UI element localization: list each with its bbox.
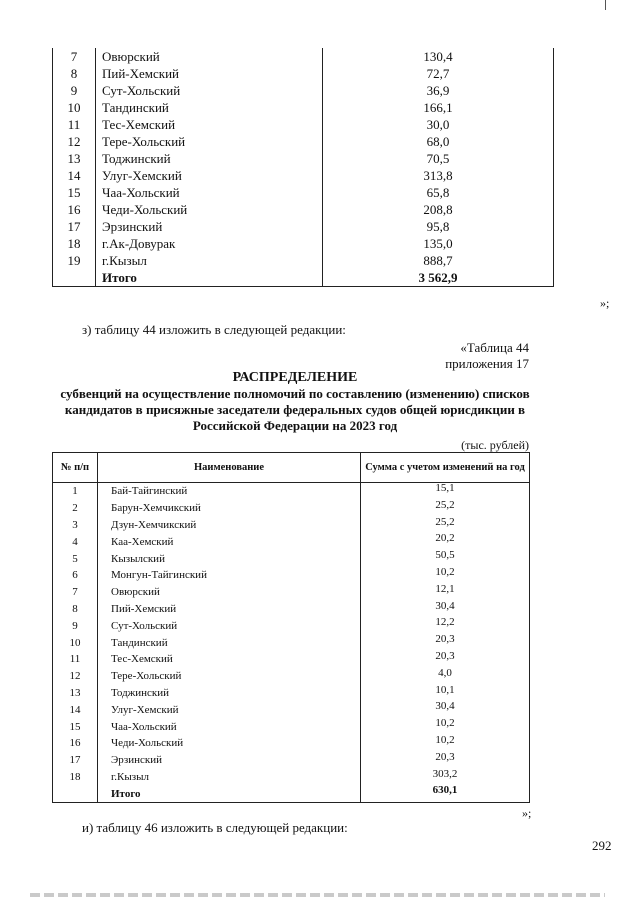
row-value: 95,8 xyxy=(323,218,554,235)
table-row xyxy=(53,252,554,269)
row-value: 10,2 xyxy=(361,718,530,735)
row-name: Чеди-Хольский xyxy=(98,735,361,752)
row-number: 3 xyxy=(53,517,98,534)
row-name: Улуг-Хемский xyxy=(98,701,361,718)
row-name: Кызылский xyxy=(98,550,361,567)
table-row xyxy=(53,500,530,517)
row-value: 15,1 xyxy=(361,483,530,500)
row-number: 12 xyxy=(53,133,96,150)
table-row xyxy=(53,167,554,184)
row-value: 65,8 xyxy=(323,184,554,201)
table-row xyxy=(53,116,554,133)
row-number: 11 xyxy=(53,116,96,133)
table-row xyxy=(53,718,530,735)
table-row xyxy=(53,567,530,584)
subtitle-line: Российской Федерации на 2023 год xyxy=(192,418,398,433)
row-name: Эрзинский xyxy=(96,218,323,235)
row-value: 888,7 xyxy=(323,252,554,269)
row-name: Тере-Хольский xyxy=(98,668,361,685)
distribution-subtitle xyxy=(40,386,550,434)
column-header-name: Наименование xyxy=(98,453,361,483)
row-value: 313,8 xyxy=(323,167,554,184)
row-number: 17 xyxy=(53,218,96,235)
total-number-cell xyxy=(53,785,98,802)
column-header-number: № п/п xyxy=(53,453,98,483)
row-number: 7 xyxy=(53,48,96,65)
table-row xyxy=(53,685,530,702)
row-value: 20,3 xyxy=(361,634,530,651)
row-value: 20,3 xyxy=(361,752,530,769)
row-number: 9 xyxy=(53,82,96,99)
row-value: 130,4 xyxy=(323,48,554,65)
closing-quote: »; xyxy=(522,806,532,820)
appendix-caption: приложения 17 xyxy=(445,356,529,371)
row-value: 70,5 xyxy=(323,150,554,167)
row-name: Сут-Хольский xyxy=(98,617,361,634)
table-row xyxy=(53,584,530,601)
table-row xyxy=(53,235,554,252)
row-number: 16 xyxy=(53,735,98,752)
row-name: Тес-Хемский xyxy=(98,651,361,668)
row-value: 20,3 xyxy=(361,651,530,668)
row-name: Тоджинский xyxy=(96,150,323,167)
total-label: Итого xyxy=(96,269,323,287)
row-name: Сут-Хольский xyxy=(96,82,323,99)
row-number: 14 xyxy=(53,701,98,718)
row-name: Тес-Хемский xyxy=(96,116,323,133)
row-value: 135,0 xyxy=(323,235,554,252)
table-row xyxy=(53,82,554,99)
scan-tick-mark xyxy=(605,0,606,10)
table-row xyxy=(53,735,530,752)
table-row xyxy=(53,517,530,534)
row-name: Тоджинский xyxy=(98,685,361,702)
table-row xyxy=(53,184,554,201)
row-number: 15 xyxy=(53,718,98,735)
row-name: Монгун-Тайгинский xyxy=(98,567,361,584)
total-number-cell xyxy=(53,269,96,287)
row-name: Барун-Хемчикский xyxy=(98,500,361,517)
row-number: 13 xyxy=(53,150,96,167)
column-header-sum: Сумма с учетом изменений на год xyxy=(361,453,530,483)
row-value: 30,4 xyxy=(361,601,530,618)
row-number: 6 xyxy=(53,567,98,584)
row-value: 10,2 xyxy=(361,735,530,752)
row-name: Чаа-Хольский xyxy=(96,184,323,201)
table-row xyxy=(53,65,554,82)
distribution-table xyxy=(52,452,530,803)
row-number: 7 xyxy=(53,584,98,601)
row-value: 30,4 xyxy=(361,701,530,718)
row-name: г.Ак-Довурак xyxy=(96,235,323,252)
row-name: Чаа-Хольский xyxy=(98,718,361,735)
table-row xyxy=(53,634,530,651)
total-label: Итого xyxy=(98,785,361,802)
instruction-text: и) таблицу 46 изложить в следующей редакции: xyxy=(82,820,348,835)
table-row xyxy=(53,668,530,685)
page-number: 292 xyxy=(592,838,612,853)
distribution-title: РАСПРЕДЕЛЕНИЕ xyxy=(232,370,358,385)
table-row xyxy=(53,218,554,235)
row-name: Тандинский xyxy=(98,634,361,651)
top-table-total-row xyxy=(53,269,554,287)
row-value: 303,2 xyxy=(361,769,530,786)
row-name: Тандинский xyxy=(96,99,323,116)
row-value: 72,7 xyxy=(323,65,554,82)
row-number: 18 xyxy=(53,769,98,786)
row-number: 16 xyxy=(53,201,96,218)
row-name: Эрзинский xyxy=(98,752,361,769)
table-row xyxy=(53,769,530,786)
row-number: 8 xyxy=(53,65,96,82)
row-value: 4,0 xyxy=(361,668,530,685)
row-number: 4 xyxy=(53,533,98,550)
total-value: 3 562,9 xyxy=(323,269,554,287)
row-number: 5 xyxy=(53,550,98,567)
row-value: 12,2 xyxy=(361,617,530,634)
row-name: Дзун-Хемчикский xyxy=(98,517,361,534)
row-name: г.Кызыл xyxy=(98,769,361,786)
row-number: 19 xyxy=(53,252,96,269)
units-label: (тыс. рублей) xyxy=(461,438,529,452)
row-number: 9 xyxy=(53,617,98,634)
table-row xyxy=(53,133,554,150)
row-value: 20,2 xyxy=(361,533,530,550)
table-row xyxy=(53,601,530,618)
row-name: г.Кызыл xyxy=(96,252,323,269)
row-number: 15 xyxy=(53,184,96,201)
row-value: 36,9 xyxy=(323,82,554,99)
table-row xyxy=(53,48,554,65)
row-value: 50,5 xyxy=(361,550,530,567)
row-number: 13 xyxy=(53,685,98,702)
top-table xyxy=(52,48,554,287)
row-number: 2 xyxy=(53,500,98,517)
row-number: 1 xyxy=(53,483,98,500)
row-value: 166,1 xyxy=(323,99,554,116)
row-name: Бай-Тайгинский xyxy=(98,483,361,500)
row-value: 25,2 xyxy=(361,500,530,517)
table-row xyxy=(53,150,554,167)
table-row xyxy=(53,483,530,500)
row-value: 208,8 xyxy=(323,201,554,218)
table-row xyxy=(53,201,554,218)
table-row xyxy=(53,617,530,634)
row-name: Улуг-Хемский xyxy=(96,167,323,184)
row-number: 10 xyxy=(53,634,98,651)
row-name: Овюрский xyxy=(98,584,361,601)
row-number: 12 xyxy=(53,668,98,685)
row-value: 30,0 xyxy=(323,116,554,133)
row-name: Пий-Хемский xyxy=(96,65,323,82)
row-value: 10,1 xyxy=(361,685,530,702)
row-number: 11 xyxy=(53,651,98,668)
row-value: 12,1 xyxy=(361,584,530,601)
row-name: Тере-Хольский xyxy=(96,133,323,150)
table-row xyxy=(53,550,530,567)
row-value: 68,0 xyxy=(323,133,554,150)
total-value: 630,1 xyxy=(361,785,530,802)
scan-edge-artifact xyxy=(30,893,605,897)
closing-quote: »; xyxy=(600,296,610,310)
row-number: 10 xyxy=(53,99,96,116)
row-number: 17 xyxy=(53,752,98,769)
row-value: 10,2 xyxy=(361,567,530,584)
row-number: 8 xyxy=(53,601,98,618)
row-value: 25,2 xyxy=(361,517,530,534)
row-name: Чеди-Хольский xyxy=(96,201,323,218)
row-name: Овюрский xyxy=(96,48,323,65)
table-row xyxy=(53,99,554,116)
table-row xyxy=(53,651,530,668)
subtitle-line: субвенций на осуществление полномочий по составлению (изменению) списков xyxy=(60,386,530,401)
distribution-total-row xyxy=(53,785,530,802)
row-number: 18 xyxy=(53,235,96,252)
subtitle-line: кандидатов в присяжные заседатели федеральных судов общей юрисдикции в xyxy=(64,402,526,417)
row-name: Каа-Хемский xyxy=(98,533,361,550)
table-row xyxy=(53,533,530,550)
table-header-row xyxy=(53,453,530,483)
table-caption: «Таблица 44 xyxy=(460,340,529,355)
row-number: 14 xyxy=(53,167,96,184)
row-name: Пий-Хемский xyxy=(98,601,361,618)
table-row xyxy=(53,701,530,718)
instruction-text: з) таблицу 44 изложить в следующей редакции: xyxy=(82,322,346,337)
table-row xyxy=(53,752,530,769)
